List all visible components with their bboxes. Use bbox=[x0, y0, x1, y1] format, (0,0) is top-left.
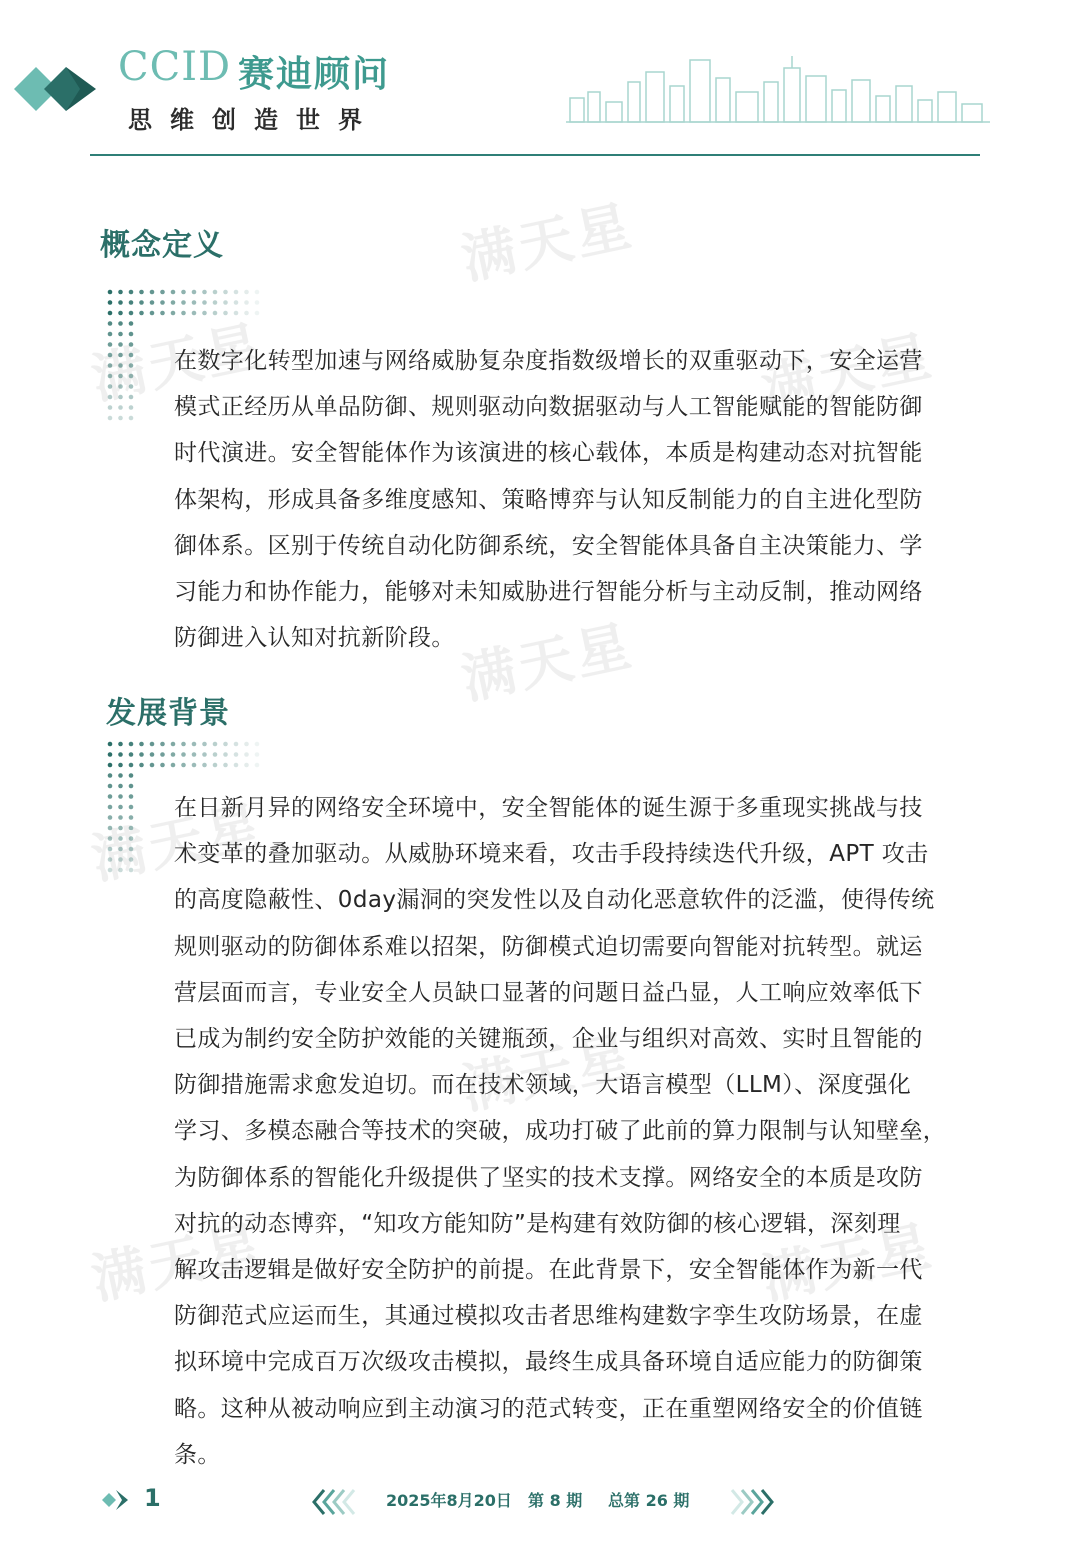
decorative-dot bbox=[223, 311, 228, 316]
decorative-dot bbox=[150, 311, 155, 316]
decorative-dot bbox=[171, 300, 176, 305]
decorative-dot bbox=[108, 416, 113, 421]
issue-number: 第 8 期 bbox=[528, 1491, 583, 1510]
paragraph-line: 习能力和协作能力，能够对未知威胁进行智能分析与主动反制，推动网络 bbox=[174, 579, 923, 606]
decorative-dot bbox=[202, 290, 207, 295]
decorative-dot bbox=[129, 805, 134, 810]
decorative-dot bbox=[118, 857, 123, 862]
decorative-dot bbox=[139, 752, 144, 757]
decorative-dot bbox=[213, 300, 218, 305]
decorative-dot bbox=[129, 405, 134, 410]
decorative-dot bbox=[171, 752, 176, 757]
watermark: 满天星 bbox=[456, 613, 640, 712]
decorative-dot bbox=[129, 374, 134, 379]
paragraph-line: 营层面而言，专业安全人员缺口显著的问题日益凸显，人工响应效率低下 bbox=[174, 979, 923, 1006]
decorative-dot bbox=[118, 836, 123, 841]
decorative-dot bbox=[244, 742, 249, 747]
decorative-dot bbox=[234, 742, 239, 747]
decorative-dot bbox=[108, 321, 113, 326]
decorative-dot bbox=[118, 815, 123, 820]
decorative-dot bbox=[118, 321, 123, 326]
decorative-dot bbox=[108, 374, 113, 379]
paragraph-line: 防御范式应运而生，其通过模拟攻击者思维构建数字孪生攻防场景，在虚 bbox=[174, 1303, 923, 1330]
decorative-dot bbox=[213, 742, 218, 747]
decorative-dot bbox=[108, 857, 113, 862]
paragraph-line: 模式正经历从单品防御、规则驱动向数据驱动与人工智能赋能的智能防御 bbox=[174, 394, 923, 421]
decorative-dot bbox=[108, 868, 113, 873]
diamond-arrow-icon bbox=[102, 1488, 138, 1512]
decorative-dot bbox=[234, 752, 239, 757]
decorative-dot bbox=[129, 868, 134, 873]
decorative-dot bbox=[129, 836, 134, 841]
paragraph-line: 御体系。区别于传统自动化防御系统，安全智能体具备自主决策能力、学 bbox=[174, 532, 923, 559]
decorative-dot bbox=[213, 311, 218, 316]
decorative-dot bbox=[118, 826, 123, 831]
decorative-dot bbox=[234, 763, 239, 768]
decorative-dot bbox=[118, 847, 123, 852]
watermark: 满天星 bbox=[756, 1213, 940, 1312]
decorative-dot bbox=[255, 742, 260, 747]
decorative-dot bbox=[255, 290, 260, 295]
decorative-dot bbox=[108, 290, 113, 295]
decorative-dot bbox=[129, 763, 134, 768]
decorative-dot bbox=[223, 763, 228, 768]
decorative-dot bbox=[160, 311, 165, 316]
decorative-dot bbox=[244, 752, 249, 757]
decorative-dot bbox=[129, 815, 134, 820]
watermark: 满天星 bbox=[86, 313, 270, 412]
decorative-dot bbox=[202, 300, 207, 305]
decorative-dot bbox=[108, 353, 113, 358]
decorative-dot bbox=[108, 742, 113, 747]
decorative-dot bbox=[181, 311, 186, 316]
decorative-dot bbox=[118, 374, 123, 379]
decorative-dot bbox=[129, 342, 134, 347]
total-issue-number: 总第 26 期 bbox=[608, 1491, 690, 1510]
decorative-dot bbox=[129, 742, 134, 747]
watermark: 满天星 bbox=[86, 1213, 270, 1312]
paragraph-line: 在日新月异的网络安全环境中，安全智能体的诞生源于多重现实挑战与技 bbox=[174, 795, 923, 821]
decorative-dot bbox=[129, 857, 134, 862]
decorative-dot bbox=[150, 290, 155, 295]
decorative-dot bbox=[139, 311, 144, 316]
decorative-dot bbox=[108, 342, 113, 347]
decorative-dot bbox=[139, 742, 144, 747]
decorative-dot bbox=[160, 300, 165, 305]
paragraph-line: 体架构，形成具备多维度感知、策略博弈与认知反制能力的自主进化型防 bbox=[174, 486, 923, 513]
decorative-dot bbox=[213, 752, 218, 757]
decorative-dot bbox=[129, 332, 134, 337]
decorative-dot bbox=[108, 773, 113, 778]
decorative-dot bbox=[202, 763, 207, 768]
decorative-dot bbox=[255, 763, 260, 768]
decorative-dot bbox=[160, 752, 165, 757]
decorative-dot bbox=[202, 742, 207, 747]
decorative-dot bbox=[129, 794, 134, 799]
decorative-dot bbox=[181, 763, 186, 768]
decorative-dot bbox=[108, 311, 113, 316]
decorative-dot bbox=[118, 353, 123, 358]
decorative-dot bbox=[118, 363, 123, 368]
brand-chinese-name: 赛迪顾问 bbox=[238, 54, 391, 95]
chevrons-left-icon bbox=[310, 1488, 360, 1516]
decorative-dot bbox=[160, 763, 165, 768]
decorative-dot bbox=[129, 395, 134, 400]
decorative-dot bbox=[244, 300, 249, 305]
decorative-dot bbox=[202, 311, 207, 316]
paragraph-line: 防御措施需求愈发迫切。而在技术领域，大语言模型（LLM）、深度强化 bbox=[174, 1072, 912, 1099]
decorative-dot bbox=[129, 300, 134, 305]
section-paragraph-concept bbox=[174, 338, 970, 661]
decorative-dot bbox=[139, 763, 144, 768]
decorative-dot bbox=[255, 300, 260, 305]
paragraph-line: 规则驱动的防御体系难以招架，防御模式迫切需要向智能对抗转型。就运 bbox=[174, 933, 923, 960]
decorative-dot bbox=[118, 332, 123, 337]
decorative-dot bbox=[108, 395, 113, 400]
decorative-dot bbox=[118, 794, 123, 799]
decorative-dot bbox=[118, 342, 123, 347]
watermark: 满天星 bbox=[456, 1023, 640, 1122]
decorative-dot bbox=[160, 290, 165, 295]
paragraph-line: 防御进入认知对抗新阶段。 bbox=[174, 625, 455, 652]
decorative-dot bbox=[108, 752, 113, 757]
paragraph-line: 拟环境中完成百万次级攻击模拟，最终生成具备环境自适应能力的防御策 bbox=[174, 1349, 923, 1376]
decorative-dot bbox=[139, 290, 144, 295]
paragraph-line: 对抗的动态博弈，“知攻方能知防”是构建有效防御的核心逻辑，深刻理 bbox=[174, 1210, 901, 1237]
decorative-dot bbox=[255, 752, 260, 757]
decorative-dot bbox=[192, 290, 197, 295]
decorative-dot bbox=[118, 868, 123, 873]
decorative-dot bbox=[255, 311, 260, 316]
section-paragraph-background bbox=[174, 785, 970, 1478]
decorative-dot bbox=[108, 836, 113, 841]
decorative-dot bbox=[129, 784, 134, 789]
decorative-dot bbox=[181, 300, 186, 305]
decorative-dot bbox=[129, 752, 134, 757]
paragraph-line: 解攻击逻辑是做好安全防护的前提。在此背景下，安全智能体作为新一代 bbox=[174, 1257, 923, 1284]
decorative-dot bbox=[108, 763, 113, 768]
brand-latin-logo: CCID bbox=[118, 44, 232, 90]
decorative-dot bbox=[118, 784, 123, 789]
decorative-dot bbox=[118, 742, 123, 747]
decorative-dot bbox=[192, 742, 197, 747]
decorative-dot bbox=[108, 405, 113, 410]
decorative-dot bbox=[118, 763, 123, 768]
decorative-dot bbox=[192, 300, 197, 305]
decorative-dot bbox=[118, 405, 123, 410]
decorative-dot bbox=[129, 847, 134, 852]
watermark: 满天星 bbox=[86, 793, 270, 892]
decorative-dot bbox=[192, 311, 197, 316]
decorative-dot bbox=[118, 773, 123, 778]
decorative-dot bbox=[108, 784, 113, 789]
paragraph-line: 略。这种从被动响应到主动演习的范式转变，正在重塑网络安全的价值链 bbox=[174, 1395, 923, 1422]
decorative-dot bbox=[118, 752, 123, 757]
decorative-dot bbox=[244, 311, 249, 316]
decorative-dot bbox=[108, 847, 113, 852]
decorative-dot bbox=[118, 384, 123, 389]
decorative-dot bbox=[129, 826, 134, 831]
decorative-dot bbox=[234, 311, 239, 316]
decorative-dot bbox=[118, 805, 123, 810]
decorative-dot bbox=[108, 300, 113, 305]
decorative-dot bbox=[118, 300, 123, 305]
decorative-dot bbox=[181, 752, 186, 757]
city-skyline-icon bbox=[566, 52, 990, 124]
section-title-concept: 概念定义 bbox=[100, 228, 224, 263]
watermark: 满天星 bbox=[456, 193, 640, 292]
decorative-dot bbox=[223, 752, 228, 757]
page-header bbox=[0, 0, 1080, 160]
decorative-dot bbox=[108, 363, 113, 368]
decorative-dot bbox=[129, 363, 134, 368]
decorative-dot bbox=[118, 416, 123, 421]
decorative-dot bbox=[108, 794, 113, 799]
page-footer bbox=[0, 1480, 1080, 1520]
watermark: 满天星 bbox=[756, 323, 940, 422]
decorative-dot bbox=[129, 321, 134, 326]
decorative-dot bbox=[118, 311, 123, 316]
decorative-dot bbox=[118, 395, 123, 400]
decorative-dot bbox=[181, 290, 186, 295]
decorative-dot bbox=[171, 290, 176, 295]
decorative-dot bbox=[160, 742, 165, 747]
decorative-dot bbox=[150, 742, 155, 747]
decorative-dot bbox=[202, 752, 207, 757]
paragraph-line: 已成为制约安全防护效能的关键瓶颈，企业与组织对高效、实时且智能的 bbox=[174, 1026, 923, 1053]
decorative-dot bbox=[244, 290, 249, 295]
decorative-dot bbox=[234, 290, 239, 295]
slogan: 思维创造世界 bbox=[128, 106, 380, 134]
paragraph-line: 时代演进。安全智能体作为该演进的核心载体，本质是构建动态对抗智能 bbox=[174, 440, 923, 467]
paragraph-line: 的高度隐蔽性、0day漏洞的突发性以及自动化恶意软件的泛滥，使得传统 bbox=[174, 887, 935, 914]
decorative-dot bbox=[129, 290, 134, 295]
decorative-dot bbox=[129, 384, 134, 389]
paragraph-line: 条。 bbox=[174, 1441, 221, 1468]
decorative-dot bbox=[213, 290, 218, 295]
decorative-dot bbox=[223, 300, 228, 305]
decorative-dot bbox=[192, 752, 197, 757]
decorative-dot bbox=[150, 300, 155, 305]
decorative-dot bbox=[181, 742, 186, 747]
decorative-dot bbox=[192, 763, 197, 768]
page-number: 1 bbox=[144, 1484, 161, 1512]
decorative-dot bbox=[244, 763, 249, 768]
chevrons-right-icon bbox=[726, 1488, 776, 1516]
decorative-dot bbox=[129, 773, 134, 778]
paragraph-line: 术变革的叠加驱动。从威胁环境来看，攻击手段持续迭代升级，APT 攻击 bbox=[174, 841, 929, 868]
decorative-dot bbox=[223, 742, 228, 747]
decorative-dot bbox=[234, 300, 239, 305]
decorative-dot bbox=[150, 752, 155, 757]
paragraph-line: 在数字化转型加速与网络威胁复杂度指数级增长的双重驱动下，安全运营 bbox=[174, 348, 923, 374]
decorative-dot bbox=[108, 826, 113, 831]
decorative-dot bbox=[108, 805, 113, 810]
decorative-dot bbox=[129, 311, 134, 316]
decorative-dot bbox=[129, 353, 134, 358]
decorative-dot bbox=[213, 763, 218, 768]
decorative-dot bbox=[108, 332, 113, 337]
decorative-dot bbox=[129, 416, 134, 421]
decorative-dot bbox=[171, 763, 176, 768]
decorative-dot bbox=[139, 300, 144, 305]
header-divider bbox=[90, 154, 980, 156]
decorative-dot bbox=[108, 384, 113, 389]
paragraph-line: 学习、多模态融合等技术的突破，成功打破了此前的算力限制与认知壁垒， bbox=[174, 1118, 947, 1145]
paragraph-line: 为防御体系的智能化升级提供了坚实的技术支撑。网络安全的本质是攻防 bbox=[174, 1164, 923, 1191]
decorative-dot bbox=[118, 290, 123, 295]
double-diamond-arrow-icon bbox=[14, 58, 100, 120]
issue-date: 2025年8月20日 bbox=[386, 1491, 512, 1510]
decorative-dot bbox=[108, 815, 113, 820]
section-title-background: 发展背景 bbox=[106, 696, 230, 731]
decorative-dot bbox=[223, 290, 228, 295]
decorative-dot bbox=[150, 763, 155, 768]
decorative-dot bbox=[171, 311, 176, 316]
decorative-dot bbox=[171, 742, 176, 747]
